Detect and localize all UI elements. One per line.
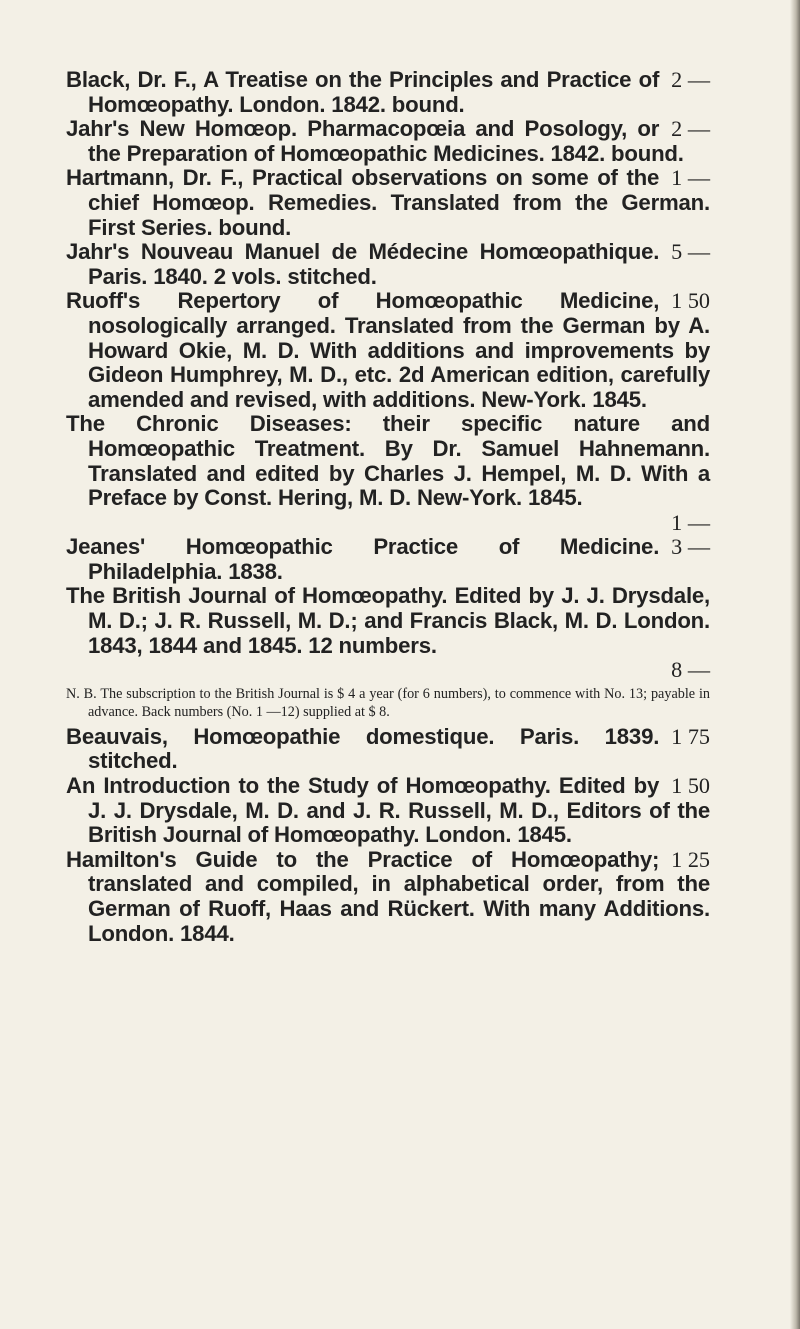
entry-price: 3 —	[671, 534, 710, 560]
page-edge-shadow	[790, 0, 800, 1329]
entry-description: Philadelphia. 1838.	[88, 558, 283, 584]
catalog-entry	[66, 535, 710, 584]
entry-title: Hartmann, Dr. F., Practical observations on some of the chief Homœop. Remedies. Translated from the German. First Series. bound.	[66, 165, 710, 240]
entry-title: An Introduction to the Study of Homœopathy.	[66, 773, 551, 799]
entry-price: 8 —	[671, 657, 710, 683]
entry-title: Jahr's New Homœop. Pharmacopœia and Posology, or the Preparation of Homœopathic Medicines. 1842. bound.	[66, 116, 684, 166]
catalog-entry	[66, 412, 710, 535]
entry-price: 2 —	[671, 116, 710, 142]
entry-price: 1 50	[671, 288, 710, 314]
entry-description: Edited by J. J. Drysdale, M. D.; J. R. Russell, M. D.; and Francis Black, M. D. London. 1843, 1844 and 1845. 12 numbers.	[88, 583, 711, 658]
entry-description: their specific nature and Homœopathic Treatment. By Dr. Samuel Hahnemann. Translated and edited by Charles J. Hempel, M. D. With a Preface by Const. Hering, M. D. New-York. 1845.	[88, 411, 710, 511]
entry-price: 1 —	[671, 165, 710, 191]
entry-price: 1 75	[671, 723, 710, 749]
subscription-note: N. B. The subscription to the British Journal is $ 4 a year (for 6 numbers), to commence with No. 13; payable in advance. Back numbers (No. 1 —12) supplied at $ 8.	[66, 685, 710, 720]
entry-description: Edited by J. J. Drysdale, M. D. and J. R. Russell, M. D., Editors of the British Journal of Homœopathy. London. 1845.	[88, 773, 710, 848]
entry-title: Black, Dr. F., A Treatise on the Principles and Practice of Homœopathy. London. 1842. bound.	[66, 67, 660, 117]
catalog-entry	[66, 584, 710, 682]
catalog-entry	[66, 117, 710, 166]
entry-title: Ruoff's Repertory of Homœopathic Medicine,	[66, 288, 660, 314]
entry-title: Jahr's Nouveau Manuel de Médecine Homœopathique. Paris. 1840. 2 vols. stitched.	[66, 239, 660, 289]
entry-price: 1 —	[671, 509, 710, 535]
entry-price: 1 25	[671, 846, 710, 872]
catalog-entries	[66, 68, 710, 946]
entry-title: Jeanes' Homœopathic Practice of Medicine.	[66, 534, 660, 560]
entry-price: 2 —	[671, 67, 710, 92]
entry-price: 5 —	[671, 239, 710, 265]
catalog-entry	[66, 166, 710, 240]
catalog-entry	[66, 725, 710, 774]
catalog-entry	[66, 774, 710, 848]
entry-title: The Chronic Diseases:	[66, 411, 352, 437]
catalog-entry	[66, 848, 710, 946]
catalog-entry	[66, 68, 710, 117]
entry-title: The British Journal of Homœopathy.	[66, 583, 448, 609]
entry-description: nosologically arranged. Translated from the German by A. Howard Okie, M. D. With additions and improvements by Gideon Humphrey, M. D., etc. 2d American edition, carefully amended and revised, with additions. New-York. 1845.	[88, 312, 710, 412]
catalog-entry	[66, 240, 710, 289]
entry-title: Hamilton's Guide to the Practice of Homœopathy;	[66, 846, 660, 872]
catalog-entry	[66, 289, 710, 412]
entry-price: 1 50	[671, 773, 710, 799]
entry-title: Beauvais, Homœopathie domestique. Paris. 1839. stitched.	[66, 723, 660, 774]
entry-description: translated and compiled, in alphabetical order, from the German of Ruoff, Haas and Rückert. With many Additions. London. 1844.	[88, 871, 710, 946]
